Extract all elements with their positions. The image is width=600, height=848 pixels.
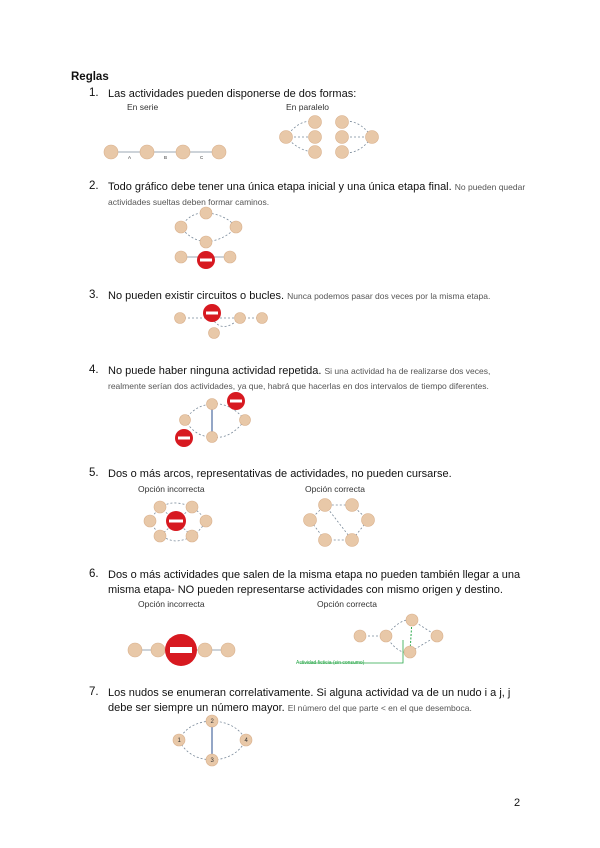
svg-text:1: 1: [177, 738, 181, 744]
prohibited-icon: [197, 251, 215, 269]
section-heading: Reglas: [71, 71, 109, 83]
diagram-rule-2: [175, 207, 242, 269]
prohibited-icon: [203, 304, 221, 322]
rule-7-number: 7.: [89, 686, 99, 698]
rule-3-main: No pueden existir circuitos o bucles.: [108, 290, 285, 302]
rule-3-note: Nunca podemos pasar dos veces por la misma etapa.: [287, 291, 491, 301]
diagram-paralelo: [280, 116, 379, 159]
caption-correcta-6: Opción correcta: [317, 599, 377, 609]
rule-2-number: 2.: [89, 180, 99, 192]
rule-7-main: Los nudos se enumeran correlativamente. Si alguna actividad va de un nudo i a j, j debe ser siempre un número mayor.: [108, 687, 511, 714]
diagram-rule-6-incorrect: [128, 634, 235, 666]
node-4: [240, 734, 252, 746]
diagram-rule-5-correct: [304, 499, 375, 547]
rule-5-number: 5.: [89, 467, 99, 479]
rule-3-number: 3.: [89, 289, 99, 301]
diagram-rule-7: [173, 715, 252, 766]
rule-7-note: El número del que parte < en el que desemboca.: [287, 703, 472, 713]
caption-paralelo: En paralelo: [286, 102, 330, 112]
ficticia-label: Actividad ficticia (sin consumo): [296, 660, 365, 666]
edge-label: B: [164, 155, 168, 160]
rule-5-main: Dos o más arcos, representativas de actividades, no pueden cursarse.: [108, 468, 452, 480]
rule-2-main: Todo gráfico debe tener una única etapa inicial y una única etapa final.: [108, 181, 452, 193]
page-number: 2: [514, 797, 521, 809]
diagram-rule-4: [175, 392, 251, 447]
edge-label: A: [128, 155, 132, 160]
node-2: [206, 715, 218, 727]
rule-4-main: No puede haber ninguna actividad repetida.: [108, 365, 322, 377]
diagram-rule-6-correct: [296, 614, 443, 666]
node-1: [173, 734, 185, 746]
node-3: [206, 754, 218, 766]
caption-serie: En serie: [127, 102, 159, 112]
svg-text:2: 2: [210, 719, 214, 725]
caption-incorrecta-6: Opción incorrecta: [138, 599, 205, 609]
prohibited-icon: [175, 429, 193, 447]
caption-incorrecta-5: Opción incorrecta: [138, 484, 205, 494]
svg-text:3: 3: [210, 758, 214, 764]
rule-1-number: 1.: [89, 87, 99, 99]
edge-label: C: [200, 155, 204, 160]
rule-6-main: Dos o más actividades que salen de la misma etapa no pueden también llegar a una misma etapa- NO pueden representarse actividades con mismo origen y destino.: [108, 569, 521, 596]
rule-1-main: Las actividades pueden disponerse de dos formas:: [108, 88, 357, 100]
prohibited-icon: [165, 634, 197, 666]
diagram-serie: [104, 145, 226, 160]
rule-4-number: 4.: [89, 364, 99, 376]
rule-6-number: 6.: [89, 568, 99, 580]
rule-4-note: Si una actividad ha de realizarse dos veces, realmente serían dos actividades, ya que, habrá que hacerlas en dos intervalos de tiempo diferentes.: [108, 366, 491, 391]
rule-2-note: No pueden quedar actividades sueltas deben formar caminos.: [108, 182, 526, 207]
caption-correcta-5: Opción correcta: [305, 484, 365, 494]
svg-text:4: 4: [244, 738, 248, 744]
prohibited-icon: [166, 511, 186, 531]
prohibited-icon: [227, 392, 245, 410]
diagram-rule-5-incorrect: [144, 501, 212, 542]
diagram-rule-3: [175, 304, 268, 339]
